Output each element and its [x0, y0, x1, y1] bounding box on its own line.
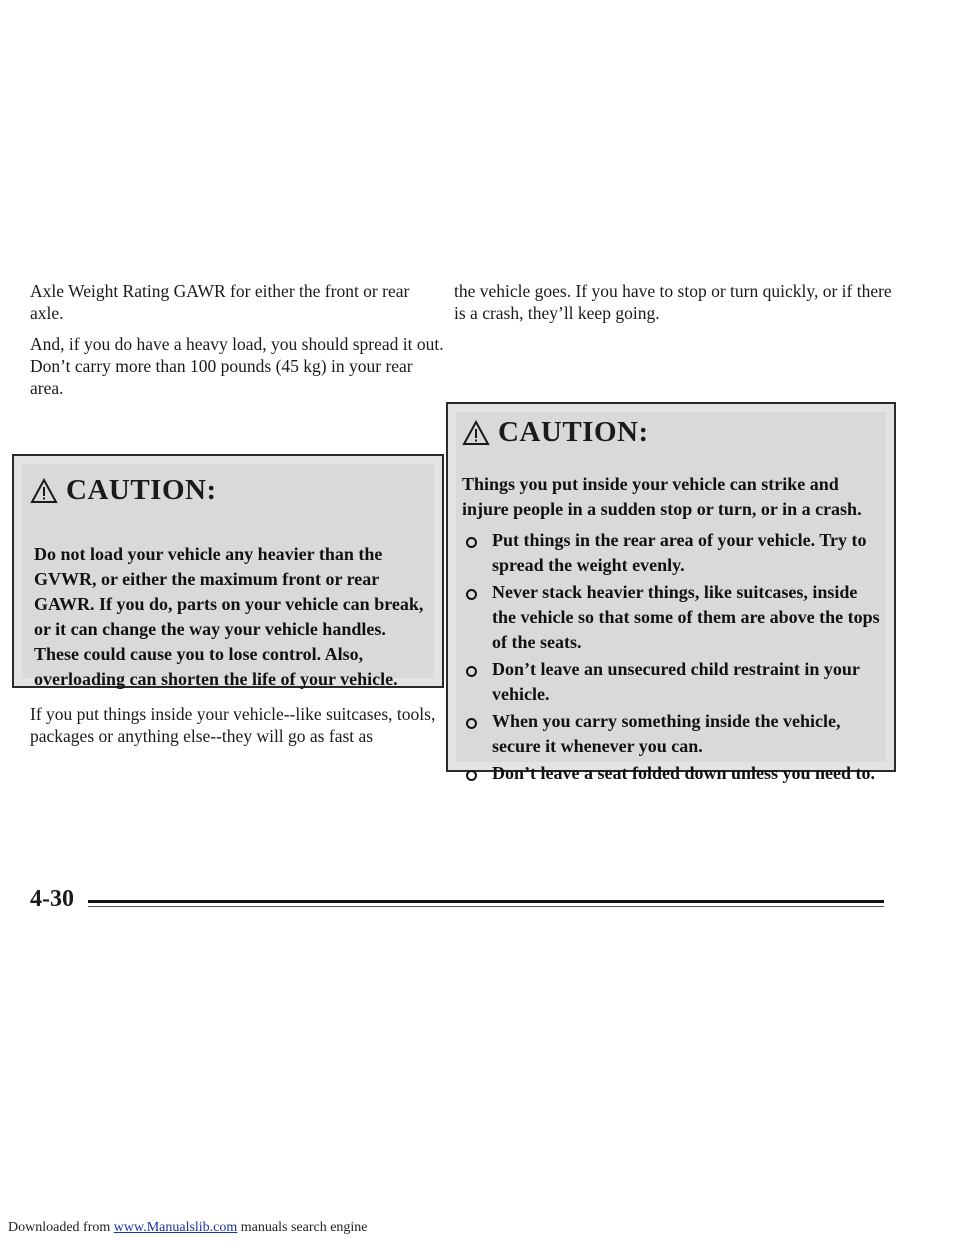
bullet-circle-icon [466, 589, 477, 600]
caution-right-bullet-list [462, 528, 882, 786]
left-column [30, 280, 445, 408]
bullet-circle-icon [466, 666, 477, 677]
caution-right-text [462, 472, 882, 788]
bullet-circle-icon [466, 718, 477, 729]
caution-heading-left-text: CAUTION: [66, 474, 217, 506]
caution-right-intro: Things you put inside your vehicle can strike and injure people in a sudden stop or turn, or in a crash. [462, 474, 862, 519]
caution-box-right [446, 402, 896, 783]
bullet-item: Put things in the rear area of your vehicle. Try to spread the weight evenly. [462, 528, 882, 578]
left-paragraph-3: If you put things inside your vehicle--like suitcases, tools, packages or anything else--they will go as fast as [30, 704, 436, 746]
warning-triangle-icon [462, 420, 490, 446]
left-paragraph-1: Axle Weight Rating GAWR for either the front or rear axle. [30, 281, 410, 323]
bullet-item: Never stack heavier things, like suitcases, inside the vehicle so that some of them are above the tops of the seats. [462, 580, 882, 655]
caution-left-text: Do not load your vehicle any heavier than the GVWR, or either the maximum front or rear GAWR. If you do, parts on your vehicle can break, or it can change the way your vehicle handles. These could cause you to lose control. Also, overloading can shorten the life of your vehicle. [34, 544, 424, 689]
download-prefix: Downloaded from [8, 1220, 114, 1235]
right-paragraph-1: the vehicle goes. If you have to stop or turn quickly, or if there is a crash, they’ll keep going. [454, 281, 892, 323]
right-column [454, 280, 899, 333]
footer-rule [88, 900, 884, 903]
footer-rule-thin [88, 906, 884, 907]
caution-heading-right [462, 416, 649, 449]
manualslib-link[interactable]: www.Manualslib.com [113, 1220, 238, 1235]
warning-triangle-icon [30, 478, 58, 504]
download-suffix: manuals search engine [237, 1220, 368, 1235]
left-column-lower [30, 703, 445, 756]
page-number: 4-30 [30, 886, 74, 912]
bullet-item: When you carry something inside the vehicle, secure it whenever you can. [462, 709, 882, 759]
caution-heading-left [30, 474, 217, 507]
caution-heading-right-text: CAUTION: [498, 416, 649, 448]
left-paragraph-2: And, if you do have a heavy load, you should spread it out. Don’t carry more than 100 pounds (45 kg) in your rear area. [30, 334, 444, 398]
bullet-item: Don’t leave an unsecured child restraint in your vehicle. [462, 657, 882, 707]
caution-box-left [12, 454, 444, 688]
bullet-circle-icon [466, 770, 477, 781]
download-attribution-bar [0, 1214, 960, 1242]
bullet-item: Don’t leave a seat folded down unless you need to. [462, 761, 882, 786]
bullet-circle-icon [466, 537, 477, 548]
